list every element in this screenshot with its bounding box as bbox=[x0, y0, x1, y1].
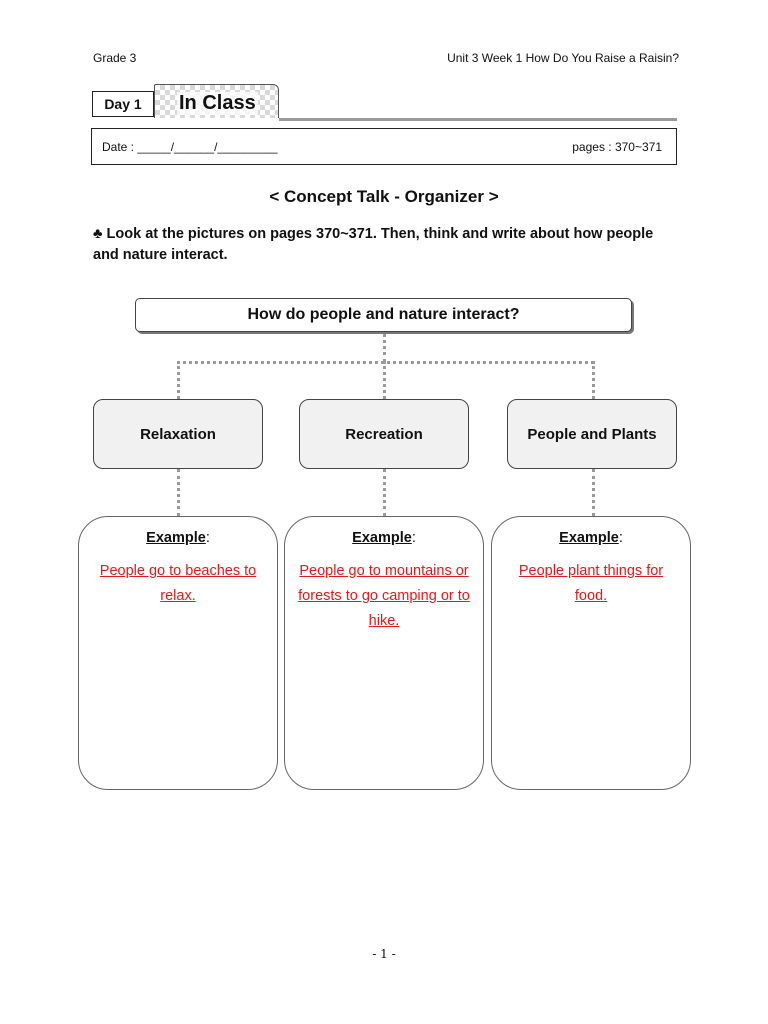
category-relaxation: Relaxation bbox=[93, 399, 263, 469]
category-people-and-plants: People and Plants bbox=[507, 399, 677, 469]
header-rule bbox=[279, 118, 677, 121]
example-answer: People plant things for food. bbox=[518, 563, 664, 604]
page-number: - 1 - bbox=[372, 947, 396, 961]
central-question: How do people and nature interact? bbox=[135, 298, 632, 332]
connector-col-3-example bbox=[592, 469, 595, 516]
example-box-relaxation bbox=[78, 516, 278, 790]
example-label: Example: bbox=[559, 530, 623, 546]
instruction-text: ♣ Look at the pictures on pages 370~371. Then, think and write about how people and nature interact. bbox=[93, 226, 654, 263]
day-label: Day 1 bbox=[92, 91, 154, 117]
pages-label: pages : 370~371 bbox=[572, 140, 662, 154]
example-answer: People go to mountains or forests to go camping or to hike. bbox=[298, 563, 470, 629]
connector-to-col-2 bbox=[383, 361, 386, 399]
example-answer: People go to beaches to relax. bbox=[99, 563, 257, 604]
in-class-label: In Class bbox=[179, 92, 256, 114]
connector-to-col-1 bbox=[177, 361, 180, 399]
worksheet-title: < Concept Talk - Organizer > bbox=[269, 187, 499, 206]
category-recreation: Recreation bbox=[299, 399, 469, 469]
example-box-recreation bbox=[284, 516, 484, 790]
unit-title: Unit 3 Week 1 How Do You Raise a Raisin? bbox=[447, 51, 679, 65]
info-bar bbox=[91, 128, 677, 165]
date-field: Date : _____/______/_________ bbox=[102, 140, 278, 154]
in-class-tab bbox=[154, 84, 279, 118]
connector-col-2-example bbox=[383, 469, 386, 516]
example-label: Example: bbox=[352, 530, 416, 546]
example-box-people-and-plants bbox=[491, 516, 691, 790]
connector-col-1-example bbox=[177, 469, 180, 516]
example-label: Example: bbox=[146, 530, 210, 546]
grade-label: Grade 3 bbox=[93, 51, 137, 65]
connector-question-down bbox=[383, 333, 386, 363]
connector-to-col-3 bbox=[592, 361, 595, 399]
